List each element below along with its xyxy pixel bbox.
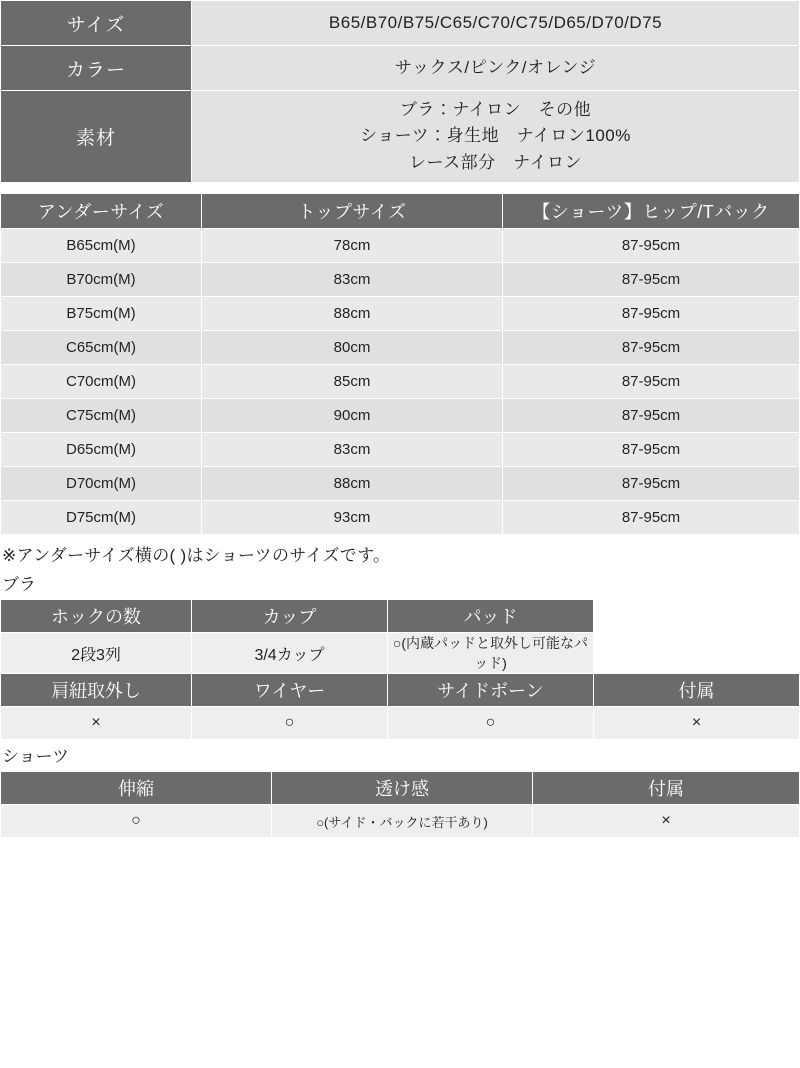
table-row — [1, 297, 800, 331]
shorts-value-sheer: ○(サイド・バックに若干あり) — [272, 805, 533, 838]
spec-value-size: B65/B70/B75/C65/C70/C75/D65/D70/D75 — [192, 1, 800, 46]
size-cell-top: 90cm — [202, 399, 503, 433]
bra-header-row-1 — [1, 600, 800, 633]
size-cell-hip: 87-95cm — [503, 297, 800, 331]
bra-value-cup: 3/4カップ — [192, 633, 388, 674]
size-cell-hip: 87-95cm — [503, 365, 800, 399]
size-cell-top: 83cm — [202, 433, 503, 467]
bra-header-cup: カップ — [192, 600, 388, 633]
shorts-header-accessory: 付属 — [533, 772, 800, 805]
size-cell-under: D70cm(M) — [1, 467, 202, 501]
size-cell-hip: 87-95cm — [503, 229, 800, 263]
bra-value-row-1 — [1, 633, 800, 674]
table-row — [1, 46, 800, 91]
bra-table — [0, 599, 800, 740]
spec-label-size: サイズ — [1, 1, 192, 46]
size-cell-under: B75cm(M) — [1, 297, 202, 331]
size-header-top: トップサイズ — [202, 194, 503, 229]
size-cell-top: 88cm — [202, 297, 503, 331]
table-row — [1, 229, 800, 263]
bottom-spacer — [0, 838, 800, 1068]
bra-value-pad: ○(内蔵パッドと取外し可能なパッド) — [388, 633, 594, 674]
table-row — [1, 433, 800, 467]
table-row — [1, 263, 800, 297]
bra-value-sidebone: ○ — [388, 707, 594, 740]
bra-header-hook: ホックの数 — [1, 600, 192, 633]
shorts-table — [0, 771, 800, 838]
bra-header-accessory: 付属 — [594, 674, 800, 707]
bra-value-row-2 — [1, 707, 800, 740]
size-header-under: アンダーサイズ — [1, 194, 202, 229]
size-cell-hip: 87-95cm — [503, 399, 800, 433]
size-cell-top: 83cm — [202, 263, 503, 297]
bra-header-pad: パッド — [388, 600, 594, 633]
table-row — [1, 1, 800, 46]
shorts-header-sheer: 透け感 — [272, 772, 533, 805]
shorts-value-accessory: × — [533, 805, 800, 838]
shorts-caption: ショーツ — [2, 747, 69, 767]
spec-label-material: 素材 — [1, 91, 192, 183]
bra-header-sidebone: サイドボーン — [388, 674, 594, 707]
table-row — [1, 365, 800, 399]
size-cell-under: D65cm(M) — [1, 433, 202, 467]
spec-table — [0, 0, 800, 183]
table-row — [1, 331, 800, 365]
size-cell-top: 93cm — [202, 501, 503, 535]
size-cell-hip: 87-95cm — [503, 501, 800, 535]
bra-header-wire: ワイヤー — [192, 674, 388, 707]
shorts-header-row — [1, 772, 800, 805]
spec-value-color: サックス/ピンク/オレンジ — [192, 46, 800, 91]
size-cell-hip: 87-95cm — [503, 433, 800, 467]
table-row — [1, 467, 800, 501]
size-cell-top: 88cm — [202, 467, 503, 501]
shorts-header-stretch: 伸縮 — [1, 772, 272, 805]
material-line-1: ブラ：ナイロン その他 — [399, 100, 592, 119]
spec-label-color: カラー — [1, 46, 192, 91]
table-row — [1, 399, 800, 433]
table-row — [1, 91, 800, 183]
size-cell-under: D75cm(M) — [1, 501, 202, 535]
bra-value-wire: ○ — [192, 707, 388, 740]
bra-value-hook: 2段3列 — [1, 633, 192, 674]
bra-header-row-2 — [1, 674, 800, 707]
size-cell-top: 85cm — [202, 365, 503, 399]
size-cell-hip: 87-95cm — [503, 467, 800, 501]
size-header-hip: 【ショーツ】ヒップ/Tバック — [503, 194, 800, 229]
shorts-value-stretch: ○ — [1, 805, 272, 838]
size-table — [0, 193, 800, 535]
shorts-value-row — [1, 805, 800, 838]
size-cell-under: C65cm(M) — [1, 331, 202, 365]
bra-header-strap: 肩紐取外し — [1, 674, 192, 707]
table-row — [1, 501, 800, 535]
size-cell-top: 80cm — [202, 331, 503, 365]
spec-value-material — [192, 91, 800, 183]
size-note: ※アンダーサイズ横の( )はショーツのサイズです。 — [2, 546, 391, 566]
size-cell-under: B70cm(M) — [1, 263, 202, 297]
bra-value-strap: × — [1, 707, 192, 740]
size-cell-top: 78cm — [202, 229, 503, 263]
size-cell-under: C70cm(M) — [1, 365, 202, 399]
size-table-header-row — [1, 194, 800, 229]
size-cell-hip: 87-95cm — [503, 263, 800, 297]
material-line-3: レース部分 ナイロン — [409, 152, 582, 172]
size-cell-under: B65cm(M) — [1, 229, 202, 263]
material-line-2: ショーツ：身生地 ナイロン100% — [360, 126, 631, 146]
size-cell-hip: 87-95cm — [503, 331, 800, 365]
size-cell-under: C75cm(M) — [1, 399, 202, 433]
bra-caption: ブラ — [2, 575, 36, 595]
bra-value-accessory: × — [594, 707, 800, 740]
